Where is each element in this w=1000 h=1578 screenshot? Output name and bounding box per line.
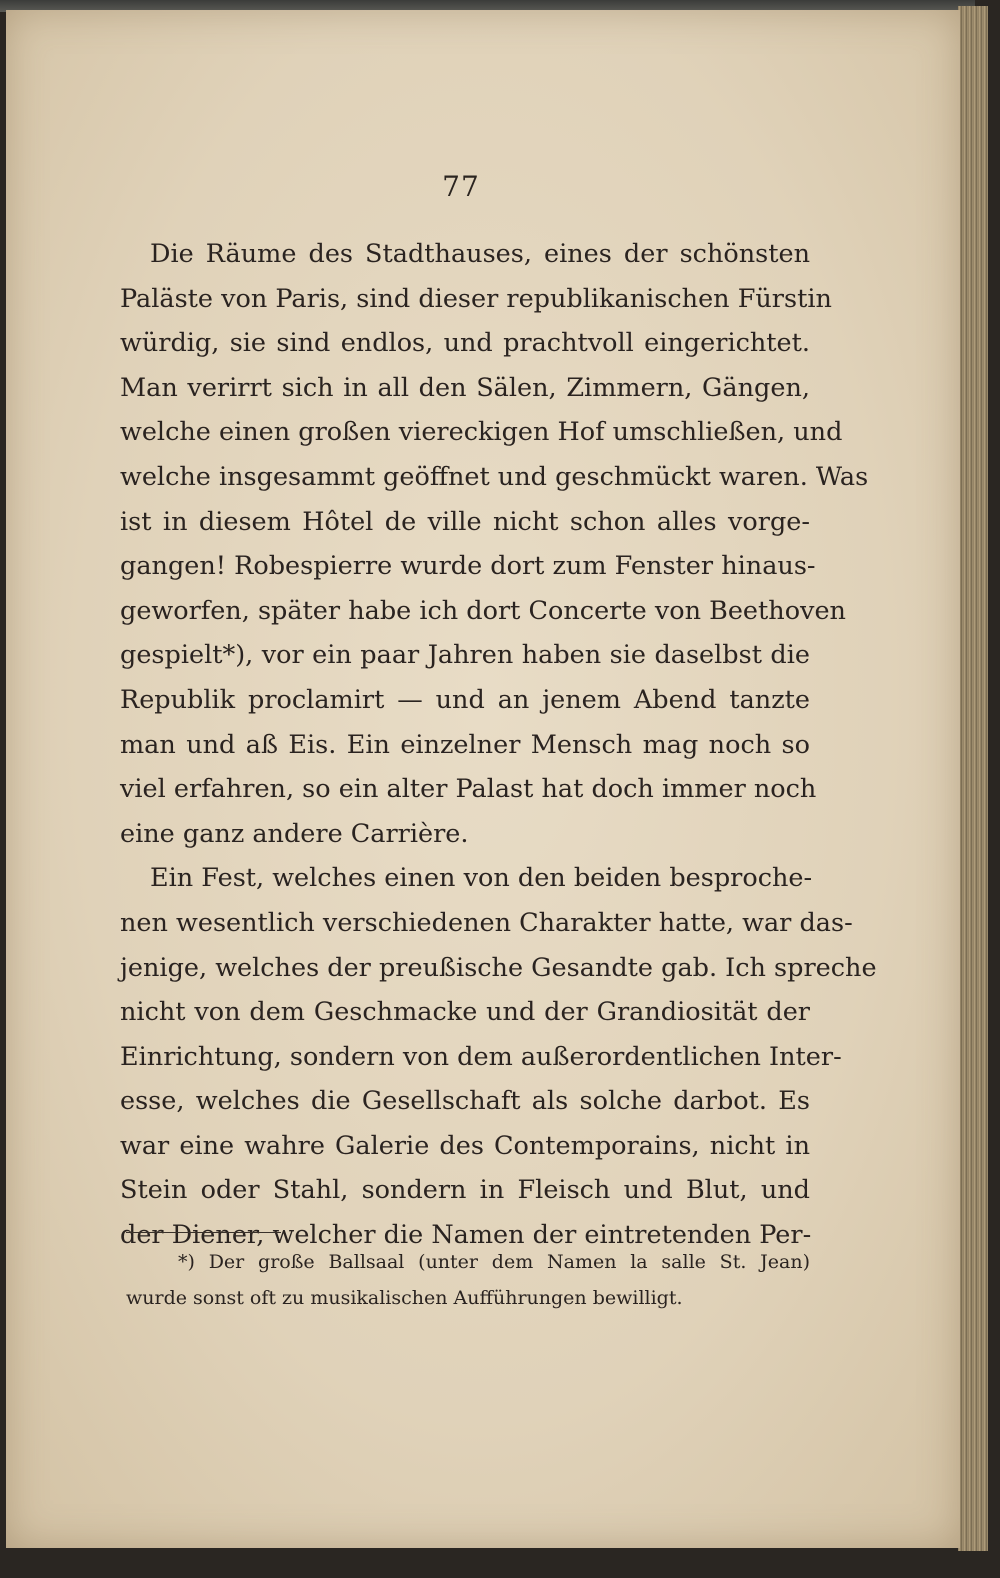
text-line: eine ganz andere Carrière. [120, 818, 469, 849]
text-line: Paläste von Paris, sind dieser republikanischen Fürstin [120, 283, 832, 314]
text-line: Die Räume des Stadthauses, eines der schönsten [150, 239, 810, 269]
text-line: welche insgesammt geöffnet und geschmückt waren. Was [120, 461, 869, 492]
text-line: welche einen großen viereckigen Hof umschließen, und [120, 417, 843, 448]
text-line: Man verirrt sich in all den Sälen, Zimmern, Gängen, [120, 372, 810, 403]
footnotes [126, 1244, 810, 1316]
text-line: Ein Fest, welches einen von den beiden besproche- [150, 863, 813, 894]
text-line: man und aß Eis. Ein einzelner Mensch mag noch so [120, 729, 810, 760]
footnote-line: wurde sonst oft zu musikalischen Aufführungen bewilligt. [126, 1287, 683, 1309]
footnote-divider [126, 1232, 281, 1233]
body-text [120, 232, 877, 1258]
text-line: war eine wahre Galerie des Contemporains, nicht in [120, 1130, 810, 1161]
text-line: würdig, sie sind endlos, und prachtvoll eingerichtet. [120, 328, 810, 359]
text-line: nen wesentlich verschiedenen Charakter hatte, war das- [120, 907, 853, 938]
text-line: jenige, welches der preußische Gesandte gab. Ich spreche [120, 952, 877, 983]
text-line: gespielt*), vor ein paar Jahren haben sie daselbst die [120, 640, 810, 671]
footnote-line: *) Der große Ballsaal (unter dem Namen la salle St. Jean) [178, 1251, 810, 1273]
text-line: Stein oder Stahl, sondern in Fleisch und Blut, und [120, 1175, 810, 1206]
text-line: gangen! Robespierre wurde dort zum Fenster hinaus- [120, 551, 816, 582]
text-line: Republik proclamirt — und an jenem Abend tanzte [120, 684, 810, 715]
text-line: der Diener, welcher die Namen der eintretenden Per- [120, 1220, 812, 1251]
text-line: ist in diesem Hôtel de ville nicht schon alles vorge- [120, 506, 810, 537]
book-page [6, 10, 960, 1548]
text-line: Einrichtung, sondern von dem außerordentlichen Inter- [120, 1041, 842, 1072]
text-line: nicht von dem Geschmacke und der Grandiosität der [120, 997, 810, 1028]
text-line: esse, welches die Gesellschaft als solche darbot. Es [120, 1086, 810, 1117]
text-line: viel erfahren, so ein alter Palast hat doch immer noch [120, 774, 817, 805]
page-number: 77 [442, 170, 480, 203]
book-page-edges [958, 6, 988, 1551]
text-line: geworfen, später habe ich dort Concerte von Beethoven [120, 595, 846, 626]
